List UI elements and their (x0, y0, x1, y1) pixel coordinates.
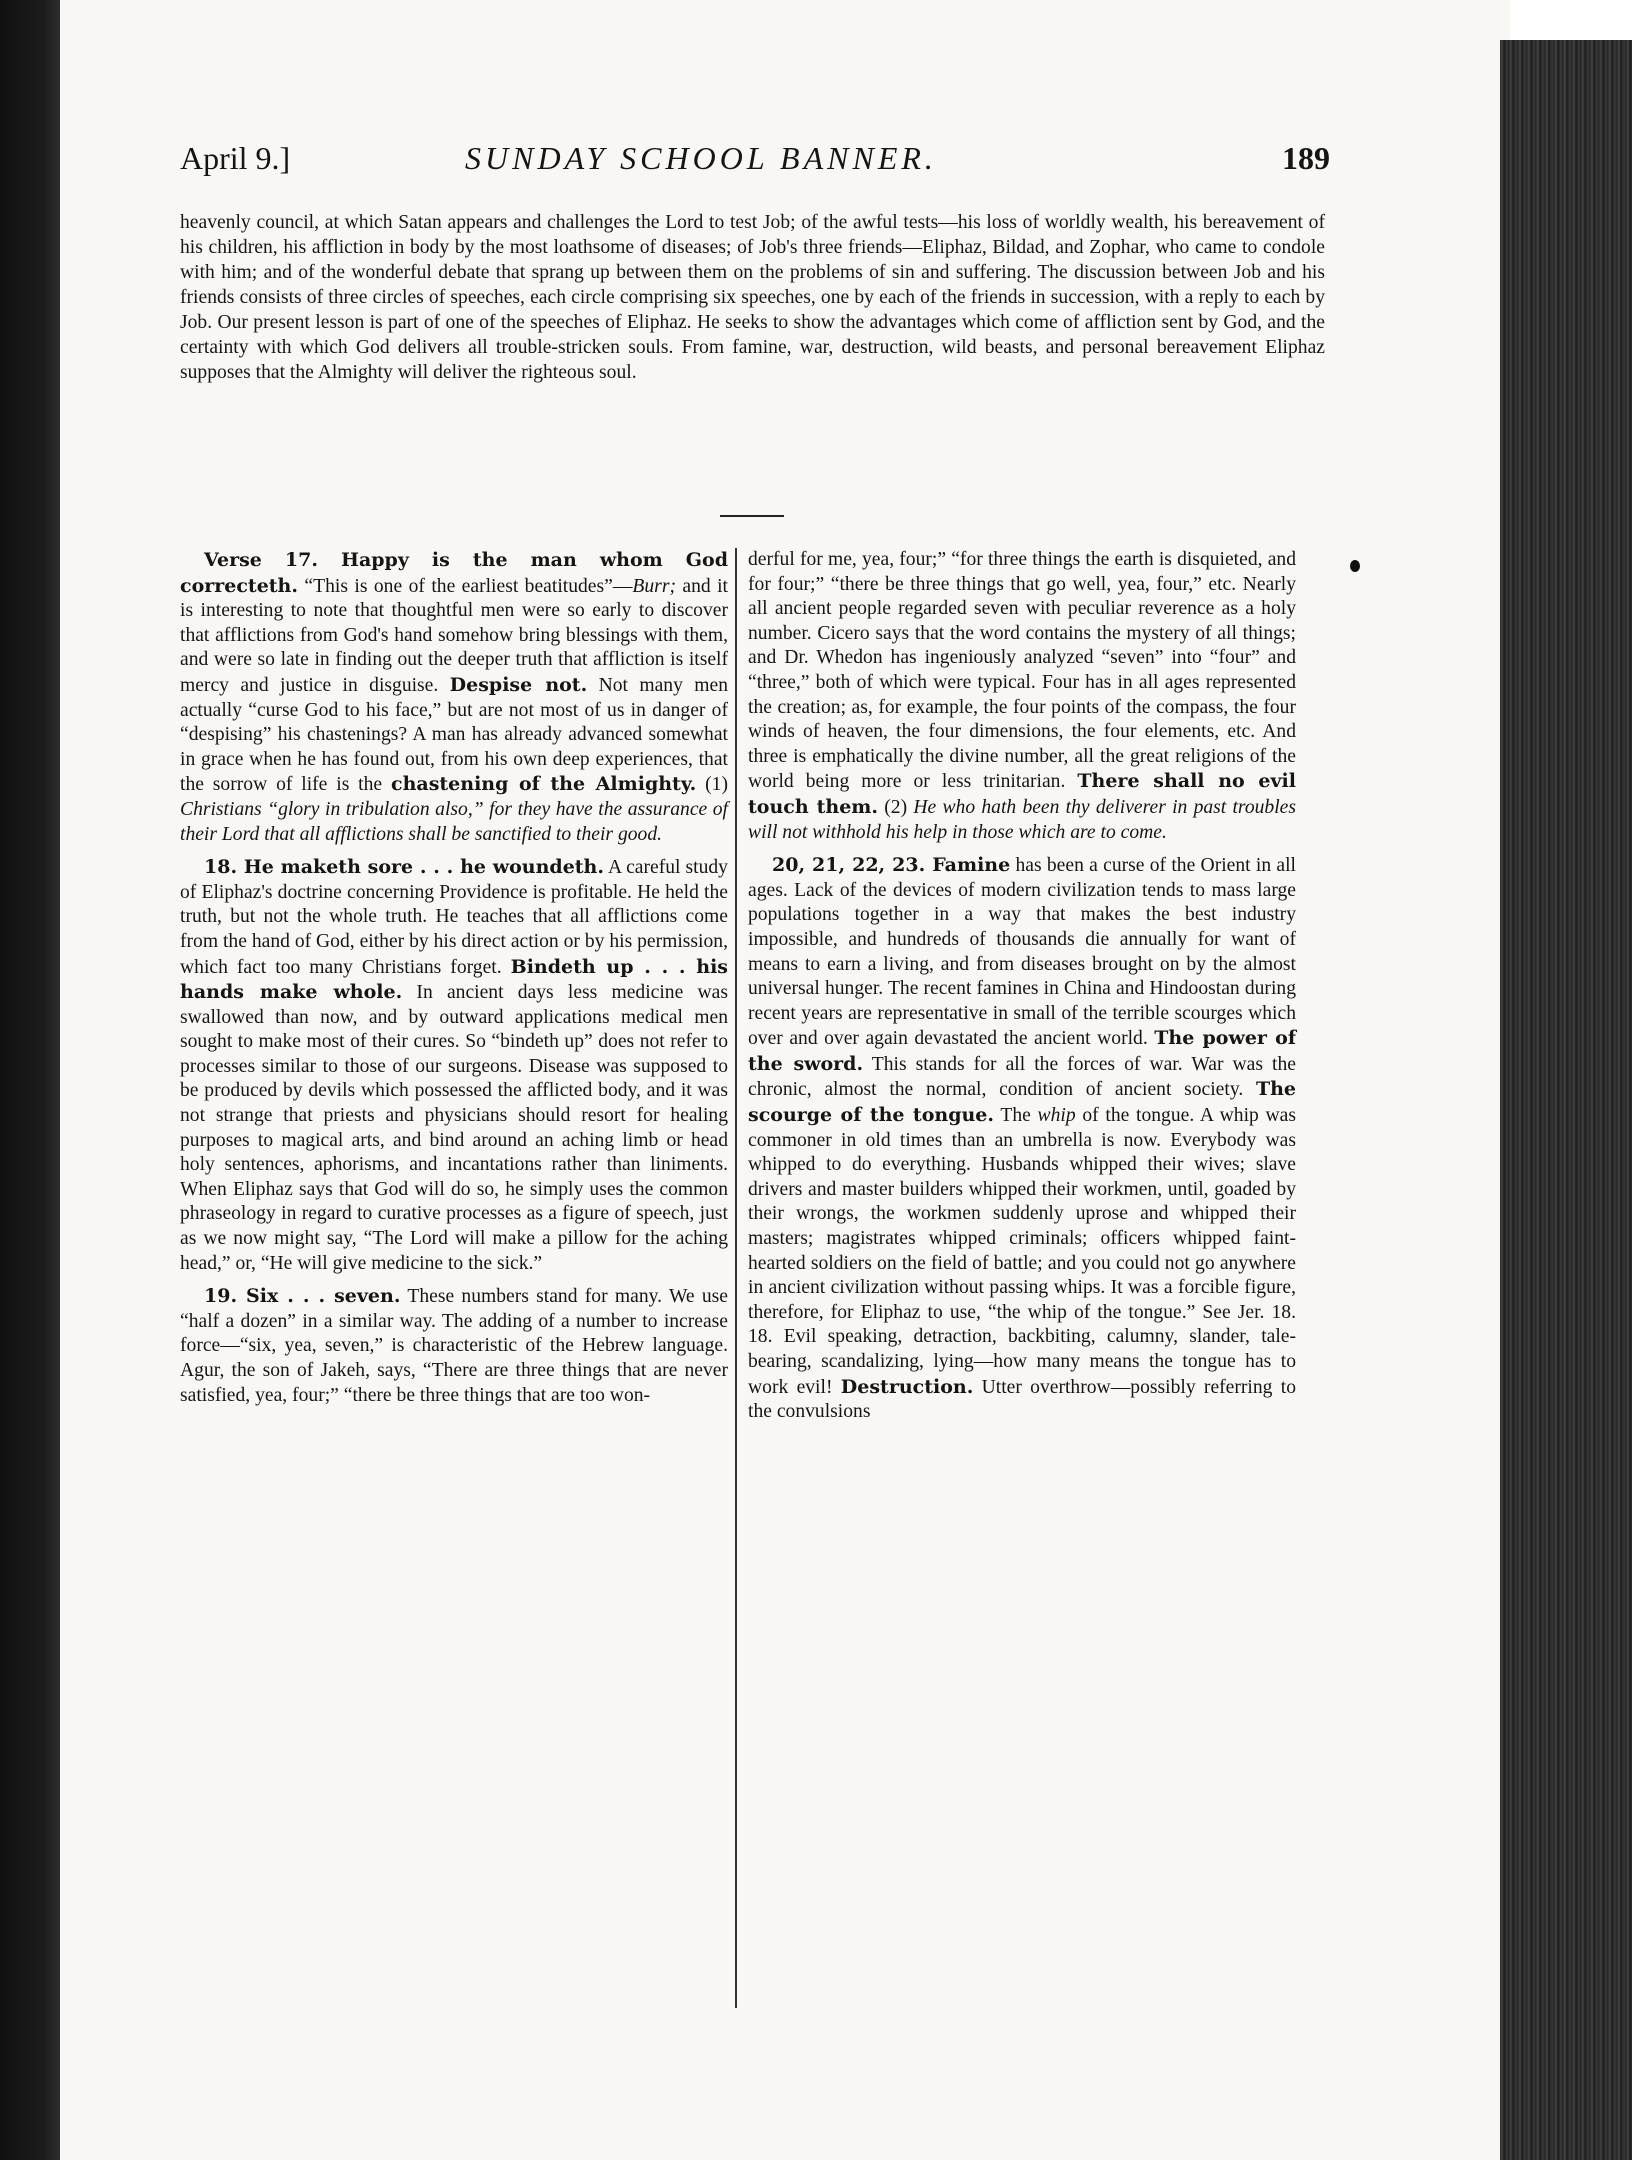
column-rule (735, 548, 737, 2008)
header-date: April 9.] (180, 140, 291, 176)
verse-17-note: Verse 17. Happy is the man whom God correcteth. “This is one of the earliest beatitudes”—Burr; and it is interesting to note that thoughtful men were so early to discover that afflictions from God's hand somehow bring blessings with them, and were so late in finding out the deeper truth that affliction is itself mercy and justice in disguise. Despise not. Not many men actually “curse God to his face,” but are not most of us in danger of “despising” his chastenings? A man has already advanced somewhat in grace when he has found out, from his own deep experiences, that the sorrow of life is the chastening of the Almighty. (1) Christians “glory in tribulation also,” for they have the assurance of their Lord that all afflictions shall be sanctified to their good. (180, 549, 729, 845)
column-left (180, 548, 728, 1408)
running-header (180, 140, 1330, 190)
verse-19-continued: derful for me, yea, four;” “for three things the earth is disquieted, and for four;” “there be three things that go well, yea, four,” etc. Nearly all ancient people regarded seven with peculiar reverence as a holy number. Cicero says that the word contains the mystery of all things; and Dr. Whedon has ingeniously analyzed “seven” into “four” and “three,” both of which were typical. Four has in all ages represented the creation; as, for example, the four points of the compass, the four winds of heaven, the four dimensions, the four elements, etc. And three is emphatically the divine number, all the great religions of the world being more or less trinitarian. There shall no evil touch them. (2) He who hath been thy deliverer in past troubles will not withhold his help in those which are to come. (748, 549, 1296, 843)
header-title: SUNDAY SCHOOL BANNER. (465, 140, 937, 176)
whip-word: whip (1037, 1105, 1076, 1127)
lesson-note-2: He who hath been thy deliverer in past troubles will not withhold his help in those which are to come. (748, 796, 1296, 843)
scourge-heading: The scourge of the tongue. (748, 1078, 1296, 1127)
sword-heading: The power of the sword. (748, 1027, 1297, 1075)
no-evil-heading: There shall no evil touch them. (748, 770, 1296, 818)
verse-17-heading: Verse 17. Happy is the man whom God correcteth. (180, 549, 728, 597)
section-divider (720, 515, 784, 517)
lesson-note-1: Christians “glory in tribulation also,” for they have the assurance of their Lord that all afflictions shall be sanctified to their good. (180, 798, 728, 845)
destruction-heading: Destruction. (840, 1375, 974, 1398)
despise-not-heading: Despise not. (449, 673, 588, 696)
bindeth-up-heading: Bindeth up . . . his hands make whole. (180, 955, 728, 1004)
column-right (748, 548, 1296, 1425)
verse-20-heading: 20, 21, 22, 23. Famine (772, 854, 1011, 877)
verse-18-heading: 18. He maketh sore . . . he woundeth. (204, 856, 604, 879)
verse-20-23-note: 20, 21, 22, 23. Famine has been a curse of the Orient in all ages. Lack of the devices of modern civilization tends to mass large populations together in a way that makes the best industry impossible, and hundreds of thousands die annually for want of means to earn a living, and from diseases brought on by the almost universal hunger. The recent famines in China and Hindoostan during recent years are representative in small of the terrible scourges which over and over again devastated the ancient world. The power of the sword. This stands for all the forces of war. War was the chronic, almost the normal, condition of ancient society. The scourge of the tongue. The whip of the tongue. A whip was commoner in old times than an umbrella is now. Everybody was whipped to do everything. Husbands whipped their wives; slave drivers and master builders whipped their workmen, until, goaded by their wrongs, the workmen suddenly uprose and whipped their masters; magistrates whipped criminals; officers whipped faint-hearted soldiers on the field of battle; and you could not go anywhere in ancient civilization without passing whips. It was a forcible figure, therefore, for Eliphaz to use, “the whip of the tongue.” See Jer. 18. 18. Evil speaking, detraction, backbiting, calumny, slander, tale-bearing, scandalizing, lying—how many means the tongue has to work evil! Destruction. Utter overthrow—possibly referring to the convulsions (748, 854, 1297, 1423)
page-number: 189 (1282, 140, 1330, 176)
verse-19-note: 19. Six . . . seven. These numbers stand for many. We use “half a dozen” in a similar way. The adding of a number to increase force—“six, yea, seven,” is characteristic of the Hebrew language. Agur, the son of Jakeh, says, “There are three things that are never satisfied, yea, four;” “there be three things that are too won- (180, 1285, 728, 1406)
intro-paragraph: heavenly council, at which Satan appears and challenges the Lord to test Job; of the awful tests—his loss of worldly wealth, his bereavement of his children, his affliction in body by the most loathsome of diseases; of Job's three friends—Eliphaz, Bildad, and Zophar, who came to condole with him; and of the wonderful debate that sprang up between them on the problems of sin and suffering. The discussion between Job and his friends consists of three circles of speeches, each circle comprising six speeches, one by each of the friends in succession, with a reply to each by Job. Our present lesson is part of one of the speeches of Eliphaz. He seeks to show the advantages which come of affliction sent by God, and the certainty with which God delivers all trouble-stricken souls. From famine, war, destruction, wild beasts, and personal bereavement Eliphaz supposes that the Almighty will deliver the righteous soul. (180, 212, 1325, 383)
ink-dot (1350, 560, 1360, 572)
chastening-heading: chastening of the Almighty. (391, 773, 697, 796)
page-stack-edge (1500, 40, 1632, 2160)
verse-18-note: 18. He maketh sore . . . he woundeth. A careful study of Eliphaz's doctrine concerning Providence is profitable. He held the truth, but not the whole truth. He teaches that all afflictions come from the hand of God, either by his direct action or by his permission, which fact too many Christians forget. Bindeth up . . . his hands make whole. In ancient days less medicine was swallowed than now, and by outward applications medical men sought to make most of their cures. So “bindeth up” does not refer to processes similar to those of our surgeons. Disease was supposed to be produced by devils which possessed the afflicted body, and it was not strange that priests and physicians should resort for healing purposes to magical arts, and bind around an aching limb or head holy sentences, aphorisms, and incantations rather than liniments. When Eliphaz says that God will do so, he simply uses the common phraseology in regard to curative processes as a figure of speech, just as we now might say, “The Lord will make a pillow for the aching head,” or, “He will give medicine to the sick.” (180, 856, 728, 1274)
verse-19-heading: 19. Six . . . seven. (204, 1285, 401, 1308)
author-citation: Burr; (632, 575, 676, 597)
